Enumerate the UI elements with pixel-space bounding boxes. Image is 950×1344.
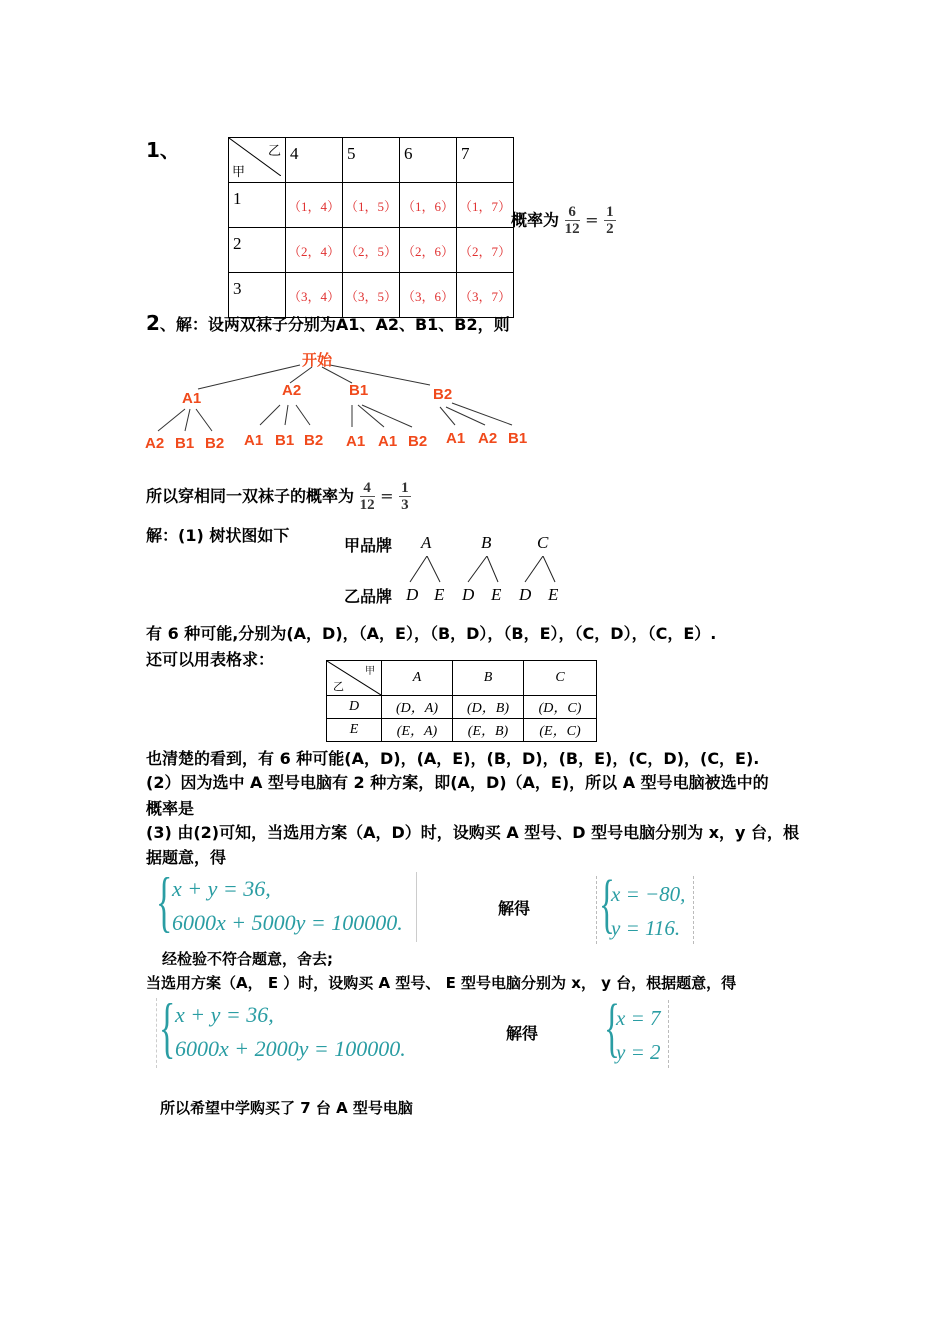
- q3-line7: 据题意，得: [146, 848, 227, 867]
- q3-solve-2: 解得: [506, 1024, 539, 1043]
- q1-cell: （3，6）: [400, 273, 457, 318]
- q2-tree-leaf: A1: [446, 430, 466, 447]
- q1-row-header: 3: [229, 273, 286, 318]
- q3-tree-leaf: E: [434, 585, 445, 604]
- q3-cell: (E，C): [524, 719, 597, 742]
- q3-tree-top: B: [481, 533, 492, 552]
- q3-solve-1: 解得: [498, 899, 531, 918]
- q2-tree-node: B2: [433, 386, 453, 403]
- q3-tree-label-top: 甲品牌: [344, 536, 393, 555]
- q3-line4: (2）因为选中 A 型号电脑有 2 种方案，即(A，D)（A，E)，所以 A 型号电脑被选中的: [146, 773, 769, 792]
- q2-conclusion: 所以穿相同一双袜子的概率为 $\frac{4}{12}$ = $\frac{1}{3}$: [146, 480, 409, 513]
- q2-tree-leaf: B1: [175, 435, 195, 452]
- q2-tree-leaf: B2: [408, 433, 428, 450]
- q3-tree-leaf: D: [406, 585, 419, 604]
- q2-tree-leaf: A1: [346, 433, 366, 450]
- q2-tree-leaf: A2: [145, 435, 165, 452]
- q3-solution-1: { x = −80, y = 116.: [596, 876, 694, 944]
- q3-sys2-eq1: x + y = 36,: [175, 1002, 274, 1027]
- q1-col-header: 6: [400, 138, 457, 183]
- q3-final: 所以希望中学购买了 7 台 A 型号电脑: [160, 1099, 413, 1117]
- q3-row-header: D: [327, 696, 382, 719]
- q2-tree-leaf: B1: [275, 432, 295, 449]
- q1-header-jia: 甲: [232, 164, 246, 179]
- q3-sol1-eq1: x = −80,: [611, 882, 686, 906]
- q3-intro: 解：(1) 树状图如下: [146, 526, 290, 545]
- q3-sys1-eq1: x + y = 36,: [172, 876, 271, 901]
- q2-text: 、解：设两双袜子分别为A1、A2、B1、B2，则: [159, 315, 510, 334]
- q1-fraction-2: $\frac{1}{2}$: [606, 204, 614, 237]
- q1-cell: （2，7）: [457, 228, 514, 273]
- q2-tree-leaf: A2: [478, 430, 498, 447]
- q3-system-1: { x + y = 36, 6000x + 5000y = 100000.: [156, 872, 417, 942]
- q3-tree-lines: [400, 556, 560, 586]
- q2-tree-leaf: B2: [304, 432, 324, 449]
- q1-cell: （3，4）: [286, 273, 343, 318]
- q3-system-2: { x + y = 36, 6000x + 2000y = 100000.: [156, 998, 427, 1068]
- q3-cell: (D，B): [453, 696, 524, 719]
- q3-cell: (E，A): [382, 719, 453, 742]
- q1-cell: （3，7）: [457, 273, 514, 318]
- q1-header-yi: 乙: [267, 143, 281, 158]
- q3-solution-2: { x = 7 y = 2: [604, 1000, 669, 1068]
- q2-fraction-2: $\frac{1}{3}$: [401, 480, 409, 513]
- q3-line2: 还可以用表格求：: [146, 650, 275, 669]
- q3-sol2-eq2: y = 2: [616, 1040, 661, 1064]
- q3-col-header: A: [382, 661, 453, 696]
- q3-col-header: C: [524, 661, 597, 696]
- q1-corner-cell: [229, 138, 286, 183]
- q2-tree-node: B1: [349, 382, 369, 399]
- q3-col-header: B: [453, 661, 524, 696]
- q1-cell: （1，7）: [457, 183, 514, 228]
- q3-tree-top: A: [421, 533, 432, 552]
- q1-col-header: 5: [343, 138, 400, 183]
- q1-cell: （1，6）: [400, 183, 457, 228]
- q3-sys2-eq2: 6000x + 2000y = 100000.: [175, 1036, 406, 1061]
- q3-tree-leaf: D: [519, 585, 532, 604]
- q3-line8: 当选用方案（A， E ）时，设购买 A 型号、 E 型号电脑分别为 x， y 台，根据题意，得: [146, 974, 737, 992]
- q2-tree-node: A2: [282, 382, 302, 399]
- q1-row-header: 2: [229, 228, 286, 273]
- q3-table: [326, 660, 597, 742]
- q3-line3: 也清楚的看到，有 6 种可能(A，D)，(A，E)，(B，D)，(B，E)，(C，D)，(C，E).: [146, 749, 760, 768]
- q2-tree-node: A1: [182, 390, 202, 407]
- q1-cell: （2，6）: [400, 228, 457, 273]
- q2-tree-root: 开始: [302, 352, 333, 369]
- q2-tree-leaf: B2: [205, 435, 225, 452]
- q3-reject: 经检验不符合题意，舍去;: [162, 950, 333, 968]
- q1-cell: （3，5）: [343, 273, 400, 318]
- q1-col-header: 7: [457, 138, 514, 183]
- q1-cell: （1，4）: [286, 183, 343, 228]
- q1-col-header: 4: [286, 138, 343, 183]
- q3-line6: (3) 由(2)可知，当选用方案（A，D）时，设购买 A 型号、D 型号电脑分别为 x，y 台，根: [146, 823, 800, 842]
- q3-line5: 概率是: [146, 799, 195, 818]
- q1-fraction-1: $\frac{6}{12}$: [564, 204, 580, 237]
- q3-tree-top: C: [537, 533, 549, 552]
- q3-corner-cell: [327, 661, 382, 696]
- q3-cell: (E，B): [453, 719, 524, 742]
- q3-row-header: E: [327, 719, 382, 742]
- q1-cell: （1，5）: [343, 183, 400, 228]
- q1-probability: 概率为 $\frac{6}{12}$ = $\frac{1}{2}$: [511, 204, 614, 237]
- q3-line1: 有 6 种可能,分别为(A，D)，（A，E），（B，D），（B，E），（C，D），（C，E）.: [146, 624, 717, 643]
- q3-header-yi: 乙: [333, 680, 344, 693]
- q2-tree-leaf: A1: [378, 433, 398, 450]
- q2-fraction-1: $\frac{4}{12}$: [359, 480, 375, 513]
- q3-sol1-eq2: y = 116.: [611, 916, 681, 940]
- q2-number: 2: [146, 311, 160, 335]
- q3-sol2-eq1: x = 7: [616, 1006, 661, 1030]
- q3-tree-leaf: E: [548, 585, 559, 604]
- q1-cell: （2，4）: [286, 228, 343, 273]
- q1-label: 1、: [146, 138, 180, 162]
- q1-table: [228, 137, 514, 318]
- q3-tree-leaf: E: [491, 585, 502, 604]
- q3-cell: (D，A): [382, 696, 453, 719]
- q1-prob-label: 概率为: [511, 210, 560, 230]
- q3-cell: (D，C): [524, 696, 597, 719]
- q2-tree-leaf: A1: [244, 432, 264, 449]
- q2-heading: [146, 311, 510, 337]
- q1-row-header: 1: [229, 183, 286, 228]
- q3-tree-leaf: D: [462, 585, 475, 604]
- q3-tree-label-bottom: 乙品牌: [344, 587, 393, 606]
- q1-cell: （2，5）: [343, 228, 400, 273]
- q3-header-jia: 甲: [365, 666, 375, 677]
- q3-sys1-eq2: 6000x + 5000y = 100000.: [172, 910, 403, 935]
- q2-tree-leaf: B1: [508, 430, 528, 447]
